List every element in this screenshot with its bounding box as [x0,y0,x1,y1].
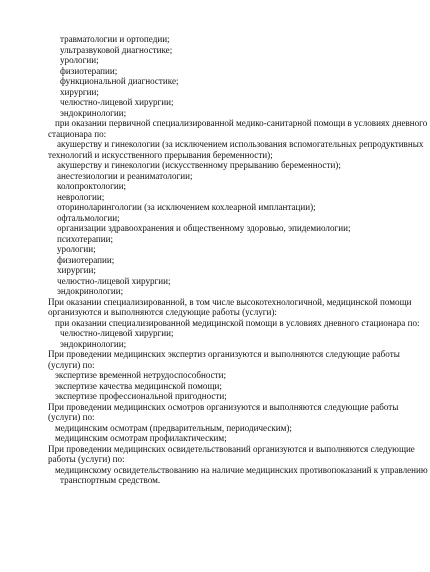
text-line: акушерству и гинекологии (искусственному прерыванию беременности); [57,160,341,170]
text-line: хирургии; [57,265,96,275]
text-line: организации здравоохранения и общественному здоровью, эпидемиологии; [57,223,351,233]
text-line: функциональной диагностике; [60,76,179,86]
text-line: медицинским осмотрам профилактическим; [55,433,227,443]
text-line: офтальмологии; [57,212,120,223]
text-line: При проведении медицинских освидетельствований организуются и выполняются следующие [48,443,415,454]
document-page [0,34,430,486]
text-line: стационара по: [48,128,107,139]
text-line: хирургии; [60,86,99,97]
text-line: челюстно-лицевой хирургии; [57,275,171,286]
text-line: анестезиологии и реаниматологии; [57,170,193,181]
text-line: При оказании специализированной, в том числе высокотехнологичной, медицинской помощи [48,296,412,307]
text-line: экспертизе временной нетрудоспособности; [55,370,227,380]
text-line: работы (услуги) по: [48,454,125,464]
text-line: ультразвуковой диагностике; [60,44,173,55]
text-line: при оказании первичной специализированной медико-санитарной помощи в условиях дневного [55,118,428,128]
text-line: медицинским осмотрам (предварительным, периодическим); [55,422,292,433]
text-line: неврологии; [57,191,105,202]
text-line: челюстно-лицевой хирургии; [60,328,174,338]
text-line: При проведении медицинских экспертиз организуются и выполняются следующие работы [48,349,400,359]
text-line: При проведении медицинских осмотров организуются и выполняются следующие работы [48,401,399,412]
text-line: физиотерапии; [60,65,118,76]
text-line: (услуги) по: [48,359,95,370]
text-line: челюстно-лицевой хирургии; [60,97,174,107]
text-line: урологии; [57,244,96,254]
text-line: эндокринологии; [60,338,127,349]
text-line: экспертизе профессиональной пригодности; [55,391,227,401]
text-line: эндокринологии; [60,107,127,118]
text-line: акушерству и гинекологии (за исключением использования вспомогательных репродуктивных [57,139,424,149]
text-line: оториноларингологии (за исключением кохлеарной имплантации); [57,202,316,212]
text-line: медицинскому освидетельствованию на наличие медицинских противопоказаний к управлению [55,464,428,475]
text-line: организуются и выполняются следующие работы (услуги): [48,307,277,317]
text-line: транспортным средством. [60,475,161,485]
text-line: при оказании специализированной медицинской помощи в условиях дневного стационара по: [55,317,420,328]
text-line: экспертизе качества медицинской помощи; [55,380,222,391]
text-line: травматологии и ортопедии; [60,34,170,44]
text-line: эндокринологии; [57,286,124,296]
text-line: психотерапии; [57,233,113,244]
text-line: технологий и искусственного прерывания беременности); [48,149,273,160]
text-line: (услуги) по: [48,412,95,422]
text-line: физиотерапии; [57,254,115,265]
text-line: колопроктологии; [57,181,127,191]
text-line: урологии; [60,55,99,65]
